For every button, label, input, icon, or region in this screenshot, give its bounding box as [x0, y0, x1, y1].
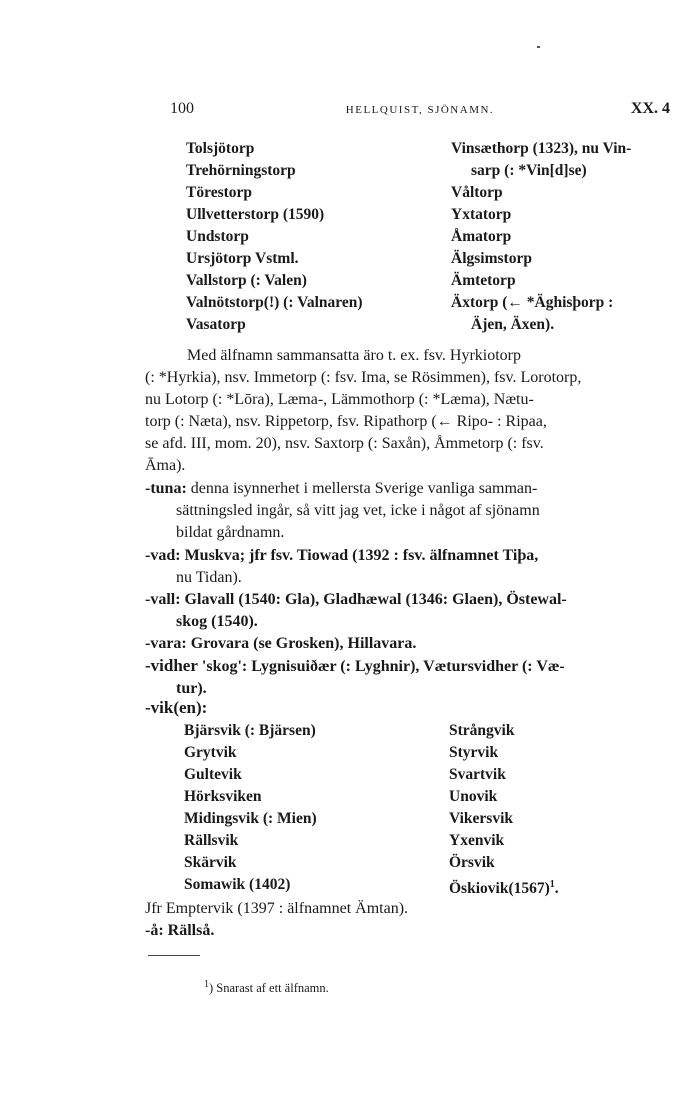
list-item: Grytvik — [184, 744, 237, 761]
entry-head: -vidher — [145, 656, 198, 675]
list-item: Valnötstorp(!) (: Valnaren) — [186, 294, 363, 311]
list-item: Örsvik — [449, 854, 495, 871]
footnote-text: Snarast af ett älfnamn. — [216, 981, 329, 996]
list-item: Midingsvik (: Mien) — [184, 810, 317, 827]
footnote-marker: 1 — [204, 979, 209, 990]
list-item: Älgsimstorp — [451, 250, 532, 267]
entry-head: -vik(en): — [145, 698, 208, 717]
list-item: Vallstorp (: Valen) — [186, 272, 307, 289]
section-number: XX. 4 — [630, 100, 670, 117]
entry-vidher — [145, 655, 670, 700]
list-item: Rällsvik — [184, 832, 239, 849]
ink-speck — [537, 46, 540, 48]
list-item: Skärvik — [184, 854, 237, 871]
list-item: Somawik (1402) — [184, 876, 291, 893]
entry-text: Rällså. — [167, 922, 215, 939]
paragraph-line: Āma). — [145, 457, 186, 474]
entry-head: -vad: — [145, 547, 181, 564]
torp-list-left — [186, 138, 363, 336]
list-item: Åmatorp — [451, 228, 512, 245]
entry-tuna — [145, 478, 670, 544]
page-number: 100 — [170, 100, 194, 117]
list-item: Undstorp — [186, 228, 249, 245]
entry-text: sättningsled ingår, så vitt jag vet, icke i något af sjönamn — [176, 502, 540, 519]
torp-list-right — [451, 138, 631, 336]
entry-head: -vall: — [145, 591, 181, 608]
vik-list-right — [449, 720, 559, 900]
list-item: Ullvetterstorp (1590) — [186, 206, 325, 223]
entry-aa — [145, 920, 670, 942]
list-item: Ursjötorp Vstml. — [186, 250, 299, 267]
list-item: Vasatorp — [186, 316, 246, 333]
entry-vad — [145, 545, 670, 589]
entry-text: Grovara (se Grosken), Hillavara. — [190, 635, 417, 652]
jfr-line: Jfr Emptervik (1397 : älfnamnet Ämtan). — [145, 900, 409, 917]
paragraph-alfnamn — [145, 345, 670, 477]
entry-text: 'skog': Lygnisuiðær (: Lyghnir), Vætursvidher (: Væ- — [201, 658, 565, 675]
page-header — [170, 100, 670, 124]
list-item: Bjärsvik (: Bjärsen) — [184, 722, 316, 739]
entry-vara — [145, 633, 670, 655]
entry-text: nu Tidan). — [176, 569, 242, 586]
list-item: Våltorp — [451, 184, 503, 201]
running-title: HELLQUIST, SJÖNAMN. — [345, 104, 495, 116]
entry-text: Glavall (1540: Gla), Gladhæwal (1346: Glaen), Östewal- — [184, 591, 567, 608]
entry-text: skog (1540). — [176, 613, 258, 630]
entry-vall — [145, 589, 670, 633]
paragraph-line: Med älfnamn sammansatta äro t. ex. fsv. Hyrkiotorp — [187, 347, 521, 364]
footnote: $^1$) Snarast af ett älfnamn. — [204, 979, 329, 996]
list-item: Unovik — [449, 788, 498, 805]
footnote-divider — [148, 955, 200, 956]
list-item: Vinsæthorp (1323), nu Vin- — [451, 140, 632, 157]
entry-text: denna isynnerhet i mellersta Sverige vanliga samman- — [190, 480, 538, 497]
entry-text: Muskva; jfr fsv. Tiowad (1392 : fsv. älfnamnet Tiþa, — [184, 547, 539, 564]
list-item: Yxtatorp — [451, 206, 512, 223]
entry-head: -tuna: — [145, 480, 187, 497]
list-item: Törestorp — [186, 184, 253, 201]
list-item: Hörksviken — [184, 788, 262, 805]
entry-head: -å: — [145, 922, 164, 939]
entry-vik — [145, 697, 670, 720]
list-item: $Öskiovik(1567)^1$. — [449, 879, 559, 898]
paragraph-line: nu Lotorp (: *Lōra), Læma-, Lämmothorp (: *Læma), Nætu- — [145, 391, 534, 408]
entry-text: bildat gårdnamn. — [176, 524, 285, 541]
list-item: Svartvik — [449, 766, 506, 783]
paragraph-line: se afd. III, mom. 20), nsv. Saxtorp (: Saxån), Åmmetorp (: fsv. — [145, 435, 544, 452]
list-item: Yxenvik — [449, 832, 505, 849]
list-item: Strångvik — [449, 722, 515, 739]
list-item-continuation: sarp (: *Vin[d]se) — [471, 162, 587, 179]
entry-text: tur). — [176, 680, 207, 697]
vik-list-left — [184, 720, 317, 896]
list-item: Styrvik — [449, 744, 499, 761]
list-item: Gultevik — [184, 766, 242, 783]
list-item: Vikersvik — [449, 810, 514, 827]
paragraph-line: torp (: Næta), nsv. Rippetorp, fsv. Ripathorp (← Ripo- : Ripaa, — [145, 413, 547, 430]
list-item: Ämtetorp — [451, 272, 516, 289]
list-item: Äxtorp (← *Äghisþorp : — [451, 294, 614, 311]
list-item: Tolsjötorp — [186, 140, 255, 157]
entry-head: -vara: — [145, 635, 187, 652]
footnote-reference: 1 — [549, 879, 555, 890]
list-item: Trehörningstorp — [186, 162, 296, 179]
paragraph-line: (: *Hyrkia), nsv. Immetorp (: fsv. Ima, se Rösimmen), fsv. Lorotorp, — [145, 369, 582, 386]
list-item-continuation: Äjen, Äxen). — [471, 316, 555, 333]
